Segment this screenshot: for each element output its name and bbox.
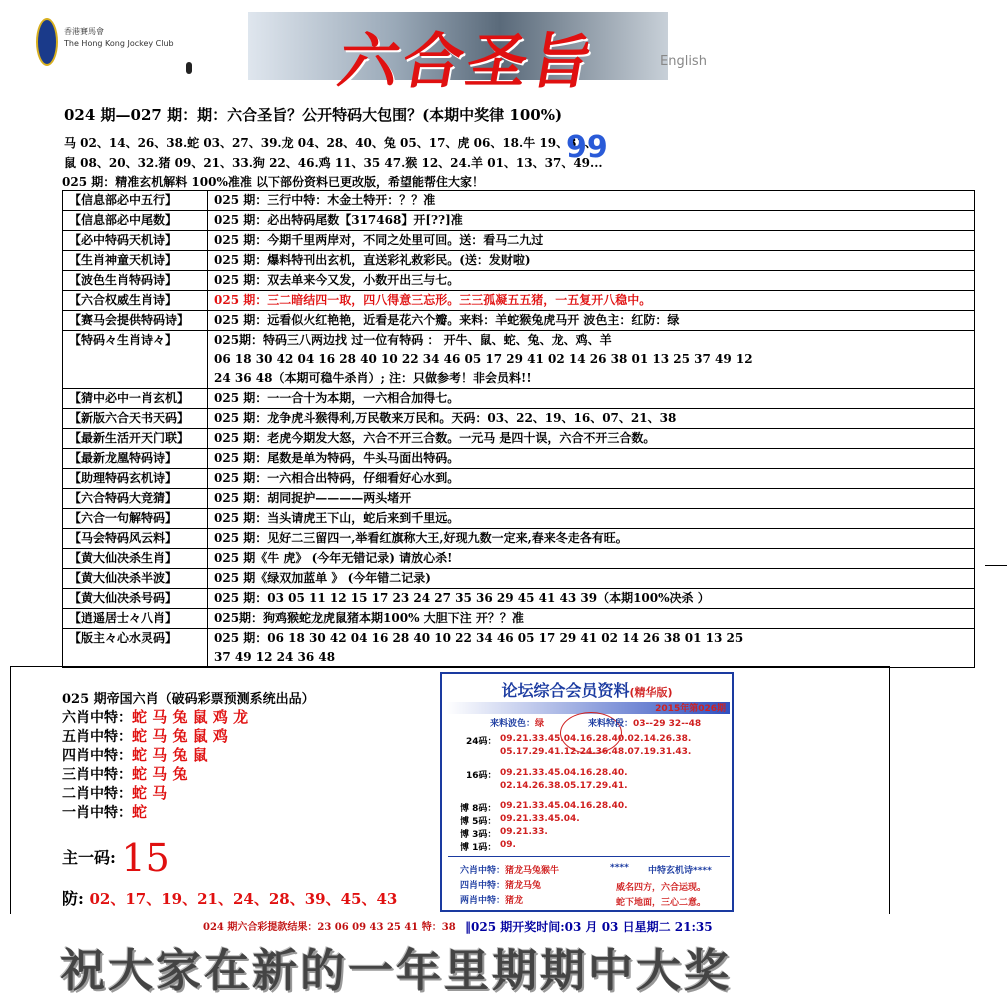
card-b3-label: 博 3码： <box>460 830 497 840</box>
jockey-club-logo-icon <box>36 18 58 66</box>
big-number: 99 <box>566 130 608 165</box>
table-row <box>63 529 975 549</box>
row-content <box>208 389 975 409</box>
row-content <box>208 429 975 449</box>
six-item-label: 四肖中特： <box>62 748 132 764</box>
row-line: 025 期：当头请虎王下山，蛇后来到千里远。 <box>214 511 460 525</box>
row-label: 【六合权威生肖诗】 <box>63 291 208 311</box>
table-row <box>63 509 975 529</box>
six-item <box>62 725 228 746</box>
fang-line <box>62 886 397 909</box>
six-item-value: 蛇 马 兔 鼠 鸡 龙 <box>132 708 249 726</box>
row-label: 【信息部必中五行】 <box>63 191 208 211</box>
card-z4: 四肖中特：猪龙马兔 <box>460 881 542 891</box>
row-line: 24 36 48（本期可稳牛杀肖）; 注：只做参考！非会员料!! <box>214 371 532 385</box>
row-line: 06 18 30 42 04 16 28 40 10 22 34 46 05 17 29 41 02 14 26 38 01 13 25 37 49 12 <box>214 352 753 366</box>
main-code-label: 主一码: <box>62 848 116 867</box>
card-b5: 09.21.33.45.04. <box>500 814 580 824</box>
six-item <box>62 801 147 822</box>
card-b8-label: 博 8码： <box>460 804 497 814</box>
table-row <box>63 311 975 331</box>
main-code-value: 15 <box>121 836 170 880</box>
logo-text-chinese: 香港賽馬會 <box>64 27 104 36</box>
row-label: 【新版六合天书天码】 <box>63 409 208 429</box>
card-b8: 09.21.33.45.04.16.28.40. <box>500 801 628 811</box>
row-label: 【信息部必中尾数】 <box>63 211 208 231</box>
table-row <box>63 409 975 429</box>
card-b3: 09.21.33. <box>500 827 548 837</box>
table-row <box>63 589 975 609</box>
row-line: 025 期《牛 虎》 (今年无错记录) 请放心杀! <box>214 551 453 565</box>
row-label: 【猜中必中一肖玄机】 <box>63 389 208 409</box>
six-item-value: 蛇 <box>132 803 148 821</box>
six-item <box>62 763 187 784</box>
main-code <box>62 828 170 880</box>
row-content <box>208 331 975 389</box>
six-item <box>62 706 248 727</box>
table-row <box>63 469 975 489</box>
row-line: 025 期《绿双加蓝单 》 (今年错二记录) <box>214 571 431 585</box>
logo-text-english: The Hong Kong Jockey Club <box>64 39 174 48</box>
decor-mark <box>186 62 192 74</box>
notice: 025 期：精准玄机解料 100%准准 以下部份资料已更改版，希望能帮住大家！ <box>62 175 485 189</box>
card-poem-1: 威名四方，六合运现。 <box>616 883 707 893</box>
six-item <box>62 782 167 803</box>
card-poem-2: 蛇下地面，三心二意。 <box>616 898 707 908</box>
table-row <box>63 331 975 389</box>
six-item-label: 三肖中特： <box>62 767 132 783</box>
card-24-b: 05.17.29.41.12.24.36.48.07.19.31.43. <box>500 747 692 757</box>
row-line: 025 期：双去单来今又发，小数开出三与七。 <box>214 273 460 287</box>
six-item-value: 蛇 马 兔 鼠 鸡 <box>132 727 228 745</box>
row-line: 025 期：一一合十为本期，一六相合加得七。 <box>214 391 460 405</box>
row-line: 025 期：三行中特：木金土特开：？？准 <box>214 193 436 207</box>
row-line: 025 期：三二暗结四一取，四八得意三忘形。三三孤凝五五猪，一五复开八稳中。 <box>214 293 652 307</box>
row-label: 【逍遥居士々八肖】 <box>63 609 208 629</box>
row-content <box>208 271 975 291</box>
row-content <box>208 409 975 429</box>
row-line: 025 期：必出特码尾数【317468】开[??]准 <box>214 213 463 227</box>
table-row <box>63 549 975 569</box>
card-16-a: 09.21.33.45.04.16.28.40. <box>500 768 628 778</box>
card-year: 2015年第026期 <box>655 704 726 714</box>
fang-value: 02、17、19、21、24、28、39、45、43 <box>89 890 398 908</box>
six-title: 025 期帝国六肖（破码彩票预测系统出品） <box>62 692 315 707</box>
row-line: 025期：特码三八两边找 过一位有特码 ： 开牛、鼠、蛇、兔、龙、鸡、羊 <box>214 333 612 347</box>
row-content <box>208 251 975 271</box>
row-content <box>208 469 975 489</box>
member-card <box>440 672 734 912</box>
row-content <box>208 549 975 569</box>
row-line: 025 期：06 18 30 42 04 16 28 40 10 22 34 46 05 17 29 41 02 14 26 38 01 13 25 <box>214 631 744 645</box>
row-label: 【黄大仙决杀生肖】 <box>63 549 208 569</box>
row-label: 【黄大仙决杀半波】 <box>63 569 208 589</box>
row-line: 025 期：见好二三留四一,举看红旗称大王,好现九数一定来,春来冬走各有旺。 <box>214 531 628 545</box>
fang-label: 防: <box>62 889 84 908</box>
row-content <box>208 629 975 668</box>
row-label: 【六合一句解特码】 <box>63 509 208 529</box>
six-item-value: 蛇 马 <box>132 784 168 802</box>
row-content <box>208 609 975 629</box>
row-content <box>208 449 975 469</box>
row-line: 025 期：尾数是单为特码，牛头马面出特码。 <box>214 451 460 465</box>
table-row <box>63 569 975 589</box>
row-content <box>208 529 975 549</box>
row-label: 【版主々心水灵码】 <box>63 629 208 668</box>
row-label: 【马会特码风云料】 <box>63 529 208 549</box>
card-z6: 六肖中特：猪龙马兔猴牛 <box>460 866 560 876</box>
row-content <box>208 211 975 231</box>
six-item-label: 五肖中特： <box>62 729 132 745</box>
row-line: 025 期：今期千里两岸对，不同之处里可回。送：看马二九过 <box>214 233 544 247</box>
result-line: 024 期六合彩提款结果：23 06 09 43 25 41 特：38 <box>203 922 456 933</box>
six-item <box>62 744 208 765</box>
card-subtitle: (精华版) <box>629 686 673 699</box>
card-z2: 两肖中特：猪龙 <box>460 896 524 906</box>
row-line: 37 49 12 24 36 48 <box>214 650 336 664</box>
row-label: 【特码々生肖诗々】 <box>63 331 208 389</box>
draw-time: ‖025 期开奖时间:03 月 03 日星期二 21:35 <box>465 920 713 934</box>
card-special: 来料特段：03--29 32--48 <box>588 719 702 729</box>
row-content <box>208 489 975 509</box>
row-line: 025 期：03 05 11 12 15 17 23 24 27 35 36 29 45 41 43 39（本期100%决杀 ） <box>214 591 710 605</box>
row-content <box>208 191 975 211</box>
table-row <box>63 271 975 291</box>
row-line: 025 期：一六相合出特码，仔细看好心水到。 <box>214 471 460 485</box>
row-content <box>208 509 975 529</box>
card-stars: **** <box>610 863 629 873</box>
banner-title: 六合圣旨 <box>332 27 602 97</box>
table-row <box>63 449 975 469</box>
table-row <box>63 609 975 629</box>
row-label: 【黄大仙决杀号码】 <box>63 589 208 609</box>
english-link[interactable]: English <box>660 54 707 69</box>
footer-slogan: 祝大家在新的一年里期期中大奖 <box>60 944 733 997</box>
row-content <box>208 231 975 251</box>
table-row <box>63 389 975 409</box>
table-row <box>63 211 975 231</box>
row-label: 【必中特码天机诗】 <box>63 231 208 251</box>
zodiac-line-1: 马 02、14、26、38.蛇 03、27、39.龙 04、28、40、兔 05、17、虎 06、18.牛 19、31、 <box>64 136 597 150</box>
row-content <box>208 589 975 609</box>
zodiac-line-2: 鼠 08、20、32.猪 09、21、33.狗 22、46.鸡 11、35 47.猴 12、24.羊 01、13、37、49... <box>64 156 603 170</box>
card-b5-label: 博 5码： <box>460 817 497 827</box>
six-item-value: 蛇 马 兔 <box>132 765 188 783</box>
table-row <box>63 231 975 251</box>
info-table <box>62 190 975 668</box>
card-b1-label: 博 1码： <box>460 843 497 853</box>
six-item-label: 一肖中特： <box>62 805 132 821</box>
row-label: 【助理特码玄机诗】 <box>63 469 208 489</box>
row-label: 【最新生活开天门联】 <box>63 429 208 449</box>
row-line: 025 期：龙争虎斗猴得利,万民敬来万民和。天码：03、22、19、16、07、21、38 <box>214 411 677 425</box>
row-label: 【赛马会提供特码诗】 <box>63 311 208 331</box>
card-16-b: 02.14.26.38.05.17.29.41. <box>500 781 628 791</box>
divider <box>985 565 1007 566</box>
logo-text <box>64 26 174 50</box>
table-row <box>63 629 975 668</box>
table-row <box>63 251 975 271</box>
row-label: 【六合特码大竞猜】 <box>63 489 208 509</box>
card-divider <box>448 856 730 857</box>
row-content <box>208 569 975 589</box>
row-line: 025期：狗鸡猴蛇龙虎鼠猪本期100% 大胆下注 开？？准 <box>214 611 524 625</box>
card-24-a: 09.21.33.45.04.16.28.40.02.14.26.38. <box>500 734 692 744</box>
card-b1: 09. <box>500 840 516 850</box>
table-row <box>63 291 975 311</box>
row-line: 025 期：老虎今期发大怒，六合不开三合数。一元马 是四十误，六合不开三合数。 <box>214 431 656 445</box>
card-16-label: 16码： <box>466 771 497 781</box>
row-label: 【生肖神童天机诗】 <box>63 251 208 271</box>
row-line: 025 期：爆料特刊出玄机，直送彩礼救彩民。(送：发财啦) <box>214 253 531 267</box>
card-wave: 来料波色：绿 <box>490 719 545 729</box>
headline: 024 期—027 期：期：六合圣旨？公开特码大包围？(本期中奖律 100%) <box>64 106 563 124</box>
row-label: 【最新龙凰特码诗】 <box>63 449 208 469</box>
table-row <box>63 429 975 449</box>
row-line: 025 期：远看似火红艳艳，近看是花六个瓣。来料：羊蛇猴兔虎马开 波色主：红防：绿 <box>214 313 680 327</box>
card-24-label: 24码： <box>466 737 497 747</box>
card-xuanji: 中特玄机诗**** <box>648 866 712 876</box>
six-item-label: 六肖中特： <box>62 710 132 726</box>
row-label: 【波色生肖特码诗】 <box>63 271 208 291</box>
row-content <box>208 291 975 311</box>
six-item-value: 蛇 马 兔 鼠 <box>132 746 208 764</box>
table-row <box>63 489 975 509</box>
row-content <box>208 311 975 331</box>
row-line: 025 期：胡同捉护————两头堵开 <box>214 491 412 505</box>
card-title: 论坛综合会员资料(精华版) <box>501 681 673 700</box>
table-row <box>63 191 975 211</box>
six-item-label: 二肖中特： <box>62 786 132 802</box>
